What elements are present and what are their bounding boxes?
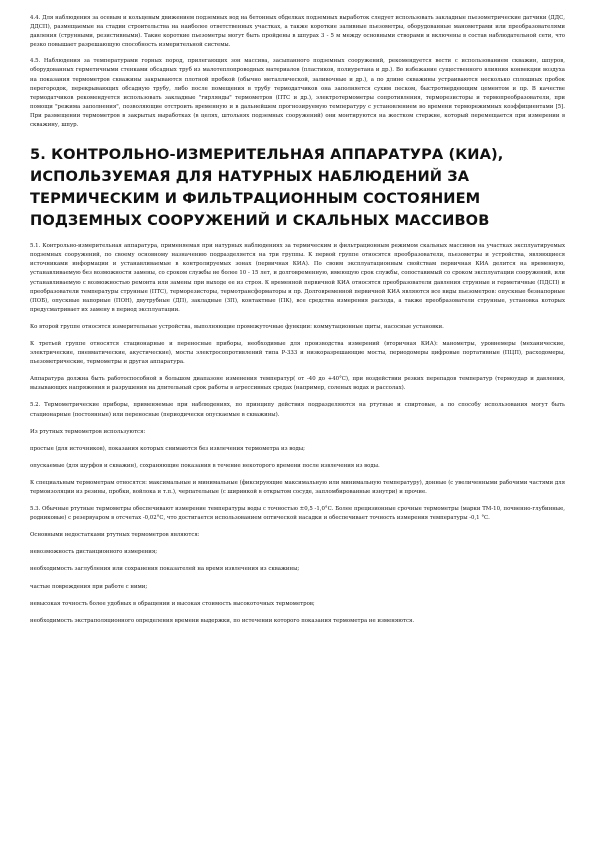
paragraph-4-5: 4.5. Наблюдения за температурами горных пород, прилегающих зон массива, засыпанного подземных сооружений, рекомендуется вести с использованием скважин, шпуров, оборудованных герметичными стенками обсадных труб из малотеплопроводных материалов (пластиков, полиуретана и др.). Во избежание существенного влияния конвекции воздуха на показания термометров скважины закрываются плотной пробкой (обычно металлической, заливочные и др.), а по длине скважины устраиваются несколько сплошных пробок перегородок, перекрывающих обсадную трубу, либо после помещения в трубу термодатчиков она заполняется сухим песком, быстротвердеющим цементом и пр. В качестве термодатчиков рекомендуется использовать закладные "гирлянды" термометров (ПТС и др.), электротермометры сопротивления, терморезисторы и термопреобразователи, при помощи "режима заполнения", позволяющие отстроить временную и в дальнейшем прогнозируемую температуру с установлением во времени терморежимных коэффициентами [5]. При размещении термометров в закрытых выработках (в целях, штольнях подземных сооружений) они монтируются на жестком стержне, который перемещается при измерении в скважину, шпур.	[30, 58, 565, 129]
paragraph-special-thermometers: К специальным термометрам относятся: максимальные и минимальные (фиксирующие максимальную или минимальную температуру), донные (с увеличенными рабочими частями для термоизоляции из резины, пробки, войлока и т.п.), черпательные (с ширинкой в открытом сосуде, запломбированные изнутри) и прочие.	[30, 479, 565, 495]
paragraph-5-2: 5.2. Термометрические приборы, применяемые при наблюдениях, по принципу действия подразделяются на ртутные и спиртовые, а по способу использования могут быть стационарные (постоянные) или переносные (периодически опускаемые в скважины).	[30, 402, 565, 418]
paragraph-5-3: 5.3. Обычные ртутные термометры обеспечивают измерение температуры воды с точностью ±0,5 -1,0°С. Более прецизионные срочные термометры (марки ТМ-10, почвенно-глубинные, родниковые) с резервуаром в отсчетах -0,02°С, что достигается использованием оптической насадки и обеспечивает точность измерения температуры -0,1 °С.	[30, 506, 565, 522]
list-item-lowered: опускаемые (для шурфов и скважин), сохраняющие показания в течение некоторого времени после извлечения из воды.	[30, 462, 380, 469]
list-item-damage: частые повреждения при работе с ними;	[30, 583, 148, 590]
section-5-heading: 5. КОНТРОЛЬНО-ИЗМЕРИТЕЛЬНАЯ АППАРАТУРА (КИА), ИСПОЛЬЗУЕМАЯ ДЛЯ НАТУРНЫХ НАБЛЮДЕНИЙ ЗА ТЕРМИЧЕСКИМ И ФИЛЬТРАЦИОННЫМ СОСТОЯНИЕМ ПОДЗЕМНЫХ СООРУЖЕНИЙ И СКАЛЬНЫХ МАССИВОВ	[30, 146, 504, 230]
list-item-no-remote: невозможность дистанционного измерения;	[30, 549, 158, 556]
paragraph-mercury-intro: Из ртутных термометров используются:	[30, 428, 146, 435]
paragraph-5-1: 5.1. Контрольно-измерительная аппаратура, применяемая при натурных наблюдениях за термическим и фильтрационным режимом скальных массивов на участках эксплуатируемых подземных сооружений, по своему основному назначению подразделяется на три группы. К первой группе относятся преобразователи, пьезометры и устройства, являющиеся источниками информации и устанавливаемые в контролируемых зонах (первичная КИА). По своим эксплуатационным свойствам первичная КИА делится на временную, устанавливаемую без возможности замены, со сроком службы не более 10 - 15 лет, и долговременную, имеющую срок службы, сопоставимый со сроком эксплуатации сооружений, или устанавливаемую с возможностью ремонта или замены при выходе ее из строя. К временной первичной КИА относятся преобразователи давления струнные и герметичные (ПДСП) и преобразователи температуры струнные (ПТС), терморезисторы, термотрансформаторы и пр. Долговременной первичной КИА являются все виды пьезометров: опускные безнапорные (ПОБ), опускные напорные (ПОН), двутрубные (ДП), закладные (ЗП), контактные (ПК), все средства измерения расхода, а также преобразователи струнные, установка которых предусматривает их замену в период эксплуатации.	[30, 243, 565, 313]
paragraph-drawbacks-intro: Основными недостатками ртутных термометров являются:	[30, 532, 200, 539]
list-item-exposure-time: необходимость экстраполяционного определения времени выдержки, по истечении которого показания термометра не изменяются.	[30, 617, 415, 624]
paragraph-second-group: Ко второй группе относятся измерительные устройства, выполняющие промежуточные функции: коммутационные щиты, насосные установки.	[30, 323, 444, 330]
paragraph-third-group: К третьей группе относятся стационарные и переносные приборы, необходимые для производства измерений (вторичная КИА): манометры, уровнемеры (механические, электрические, пневматические, акустические), мосты электросопротивлений типа Р-333 и низкоразрешающие мосты, периодомеры цифровые портативные (ПЦП), расходомеры, пьезометрические, термометры и другая аппаратура.	[30, 340, 565, 366]
list-item-accuracy-cost: невысокая точность более удобных в обращении и высокая стоимость высокоточных термометров;	[30, 600, 315, 607]
paragraph-4-4: 4.4. Для наблюдения за осевым и кольцевым движением подземных вод на бетонных обделках подземных выработок следует использовать закладные пьезометрические датчики (ДДС, ДДСП), размещаемые на стадии строительства на наиболее ответственных участках, а также короткие заливные пьезометры, оборудованные манометрами или преобразователями давления (струнными, резистивными). Такие короткие пьезометры могут быть пройдены в шпурах 3 - 5 м между основными створами и включены в состав наблюдательной сети, что резко повышает разрешающую способность измерительной системы.	[30, 15, 565, 49]
list-item-simple: простые (для источников), показания которых снимаются без извлечения термометра из воды;	[30, 445, 305, 452]
list-item-depth-fixing: необходимость заглубления или сохранения показателей на время извлечения из скважины;	[30, 566, 300, 573]
paragraph-temperature-range: Аппаратура должна быть работоспособной в большом диапазоне изменения температур( от -40 до +40°С), при воздействии резких перепадов температур (термоудар и давления, вызывающих напряжения и разрушения на длительный срок работы в агрессивных средах (например, соленых водах и рассолах).	[30, 376, 565, 392]
